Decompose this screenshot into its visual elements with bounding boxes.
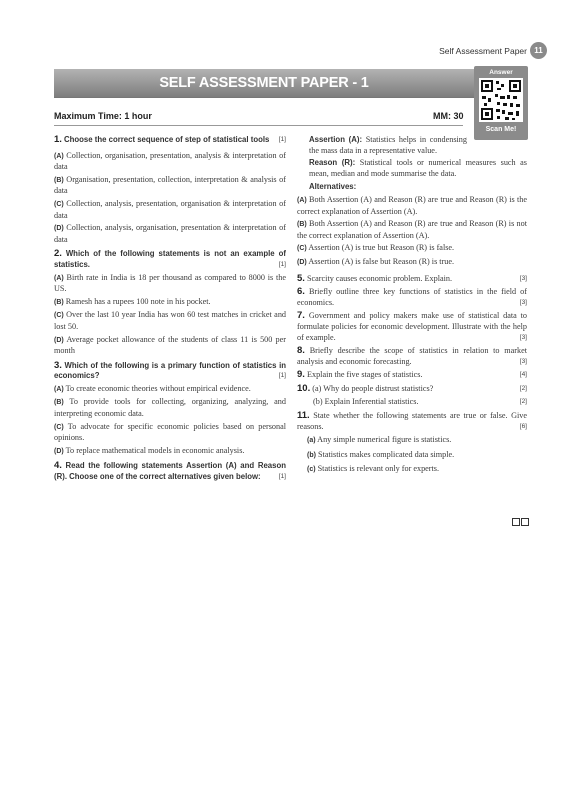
marks-label: [2] [519, 384, 527, 392]
meta-divider [54, 125, 463, 126]
subpart: (b) Statistics makes complicated data simple. [307, 449, 455, 459]
marks-label: [1] [278, 260, 286, 268]
left-column [54, 135, 286, 483]
question-11: 11. State whether the following statements are true or false. Give reasons. [6] [297, 410, 528, 431]
question-5: 5. Scarcity causes economic problem. Explain. [3] [297, 272, 527, 284]
running-title: Self Assessment Paper [439, 46, 527, 56]
marks-label: [3] [519, 357, 527, 365]
question-6: 6. Briefly outline three key functions of statistics in the field of economics. [3] [297, 286, 527, 307]
alternatives-heading: Alternatives: [309, 182, 357, 192]
option: (C) Assertion (A) is true but Reason (R) is false. [297, 243, 455, 253]
option: (D) Average pocket allowance of the students of class 11 is 500 per month [54, 334, 286, 356]
end-mark-icon [511, 513, 529, 531]
banner-divider [54, 97, 528, 98]
qr-code-icon[interactable] [479, 78, 523, 122]
option: (B) Both Assertion (A) and Reason (R) are true and Reason (R) is not the correct explanation of Assertion (A). [297, 219, 528, 240]
option: (C) Over the last 10 year India has won 60 test matches in cricket and lost 50. [54, 310, 287, 331]
question-2: 2. Which of the following statements is not an example of statistics. [1] [54, 248, 286, 269]
option: (B) To provide tools for collecting, organizing, analyzing, and interpreting economic data. [54, 397, 286, 419]
max-time: Maximum Time: 1 hour [54, 111, 152, 121]
marks-label: [1] [278, 473, 286, 481]
marks-label: [4] [519, 371, 527, 379]
reason: Reason (R): Statistical tools or numerical measures such as mean, median and mode summarise the data. [309, 158, 527, 178]
option: (D) Assertion (A) is false but Reason (R) is true. [297, 256, 455, 266]
option: (A) Both Assertion (A) and Reason (R) are true and Reason (R) is the correct explanation of Assertion (A). [297, 194, 527, 216]
marks-label: [3] [519, 274, 527, 282]
question-10b: (b) Explain Inferential statistics. [2] [313, 397, 527, 407]
option: (D) To replace mathematical models in economic analysis. [54, 445, 245, 455]
question-8: 8. Briefly describe the scope of statistics in relation to market analysis and economic forecasting. [3] [297, 345, 528, 366]
question-4: 4. Read the following statements Assertion (A) and Reason (R). Choose one of the correct alternatives given below: [1] [54, 460, 287, 482]
max-marks: MM: 30 [433, 111, 464, 121]
marks-label: [3] [519, 298, 527, 306]
page-number-badge: 11 [530, 42, 547, 59]
marks-label: [3] [519, 333, 527, 341]
marks-label: [1] [278, 136, 286, 143]
question-9: 9. Explain the five stages of statistics. [4] [297, 369, 527, 381]
option: (C) To advocate for specific economic policies based on personal opinions. [54, 421, 286, 443]
option: (D) Collection, analysis, organisation, presentation & interpretation of data [54, 223, 286, 244]
option: (C) Collection, analysis, presentation, organisation & interpretation of data [54, 198, 286, 220]
question-10a: 10. (a) Why do people distrust statistics? [2] [297, 382, 527, 394]
assertion: Assertion (A): Statistics helps in condensing the mass data in a representative value. [309, 135, 467, 155]
question-7: 7. Government and policy makers make use of statistical data to formulate policies for economic development. Illustrate with the help of example. [3] [297, 310, 528, 342]
option: (A) Collection, organisation, presentation, analysis & interpretation of data [54, 150, 286, 172]
option: (B) Ramesh has a rupees 100 note in his pocket. [54, 296, 211, 306]
marks-label: [1] [278, 372, 286, 380]
qr-answer-label: Answer [489, 69, 513, 76]
marks-label: [2] [519, 398, 527, 406]
subpart: (a) Any simple numerical figure is statistics. [307, 435, 452, 445]
qr-scan-label: Scan Me! [485, 126, 517, 133]
option: (A) To create economic theories without empirical evidence. [54, 383, 251, 393]
marks-label: [6] [519, 422, 527, 430]
qr-answer-box[interactable] [474, 66, 528, 140]
option: (A) Birth rate in India is 18 per thousand as compared to 8000 is the US. [54, 272, 287, 294]
subpart: (c) Statistics is relevant only for experts. [307, 464, 440, 474]
option: (B) Organisation, presentation, collection, interpretation & analysis of data [54, 174, 286, 196]
right-column [297, 135, 527, 476]
question-3: 3. Which of the following is a primary function of statistics in economics? [1] [54, 359, 287, 381]
paper-title-banner: SELF ASSESSMENT PAPER - 1 [54, 69, 474, 97]
question-1: 1. Choose the correct sequence of step of statistical tools [1] [54, 134, 286, 145]
